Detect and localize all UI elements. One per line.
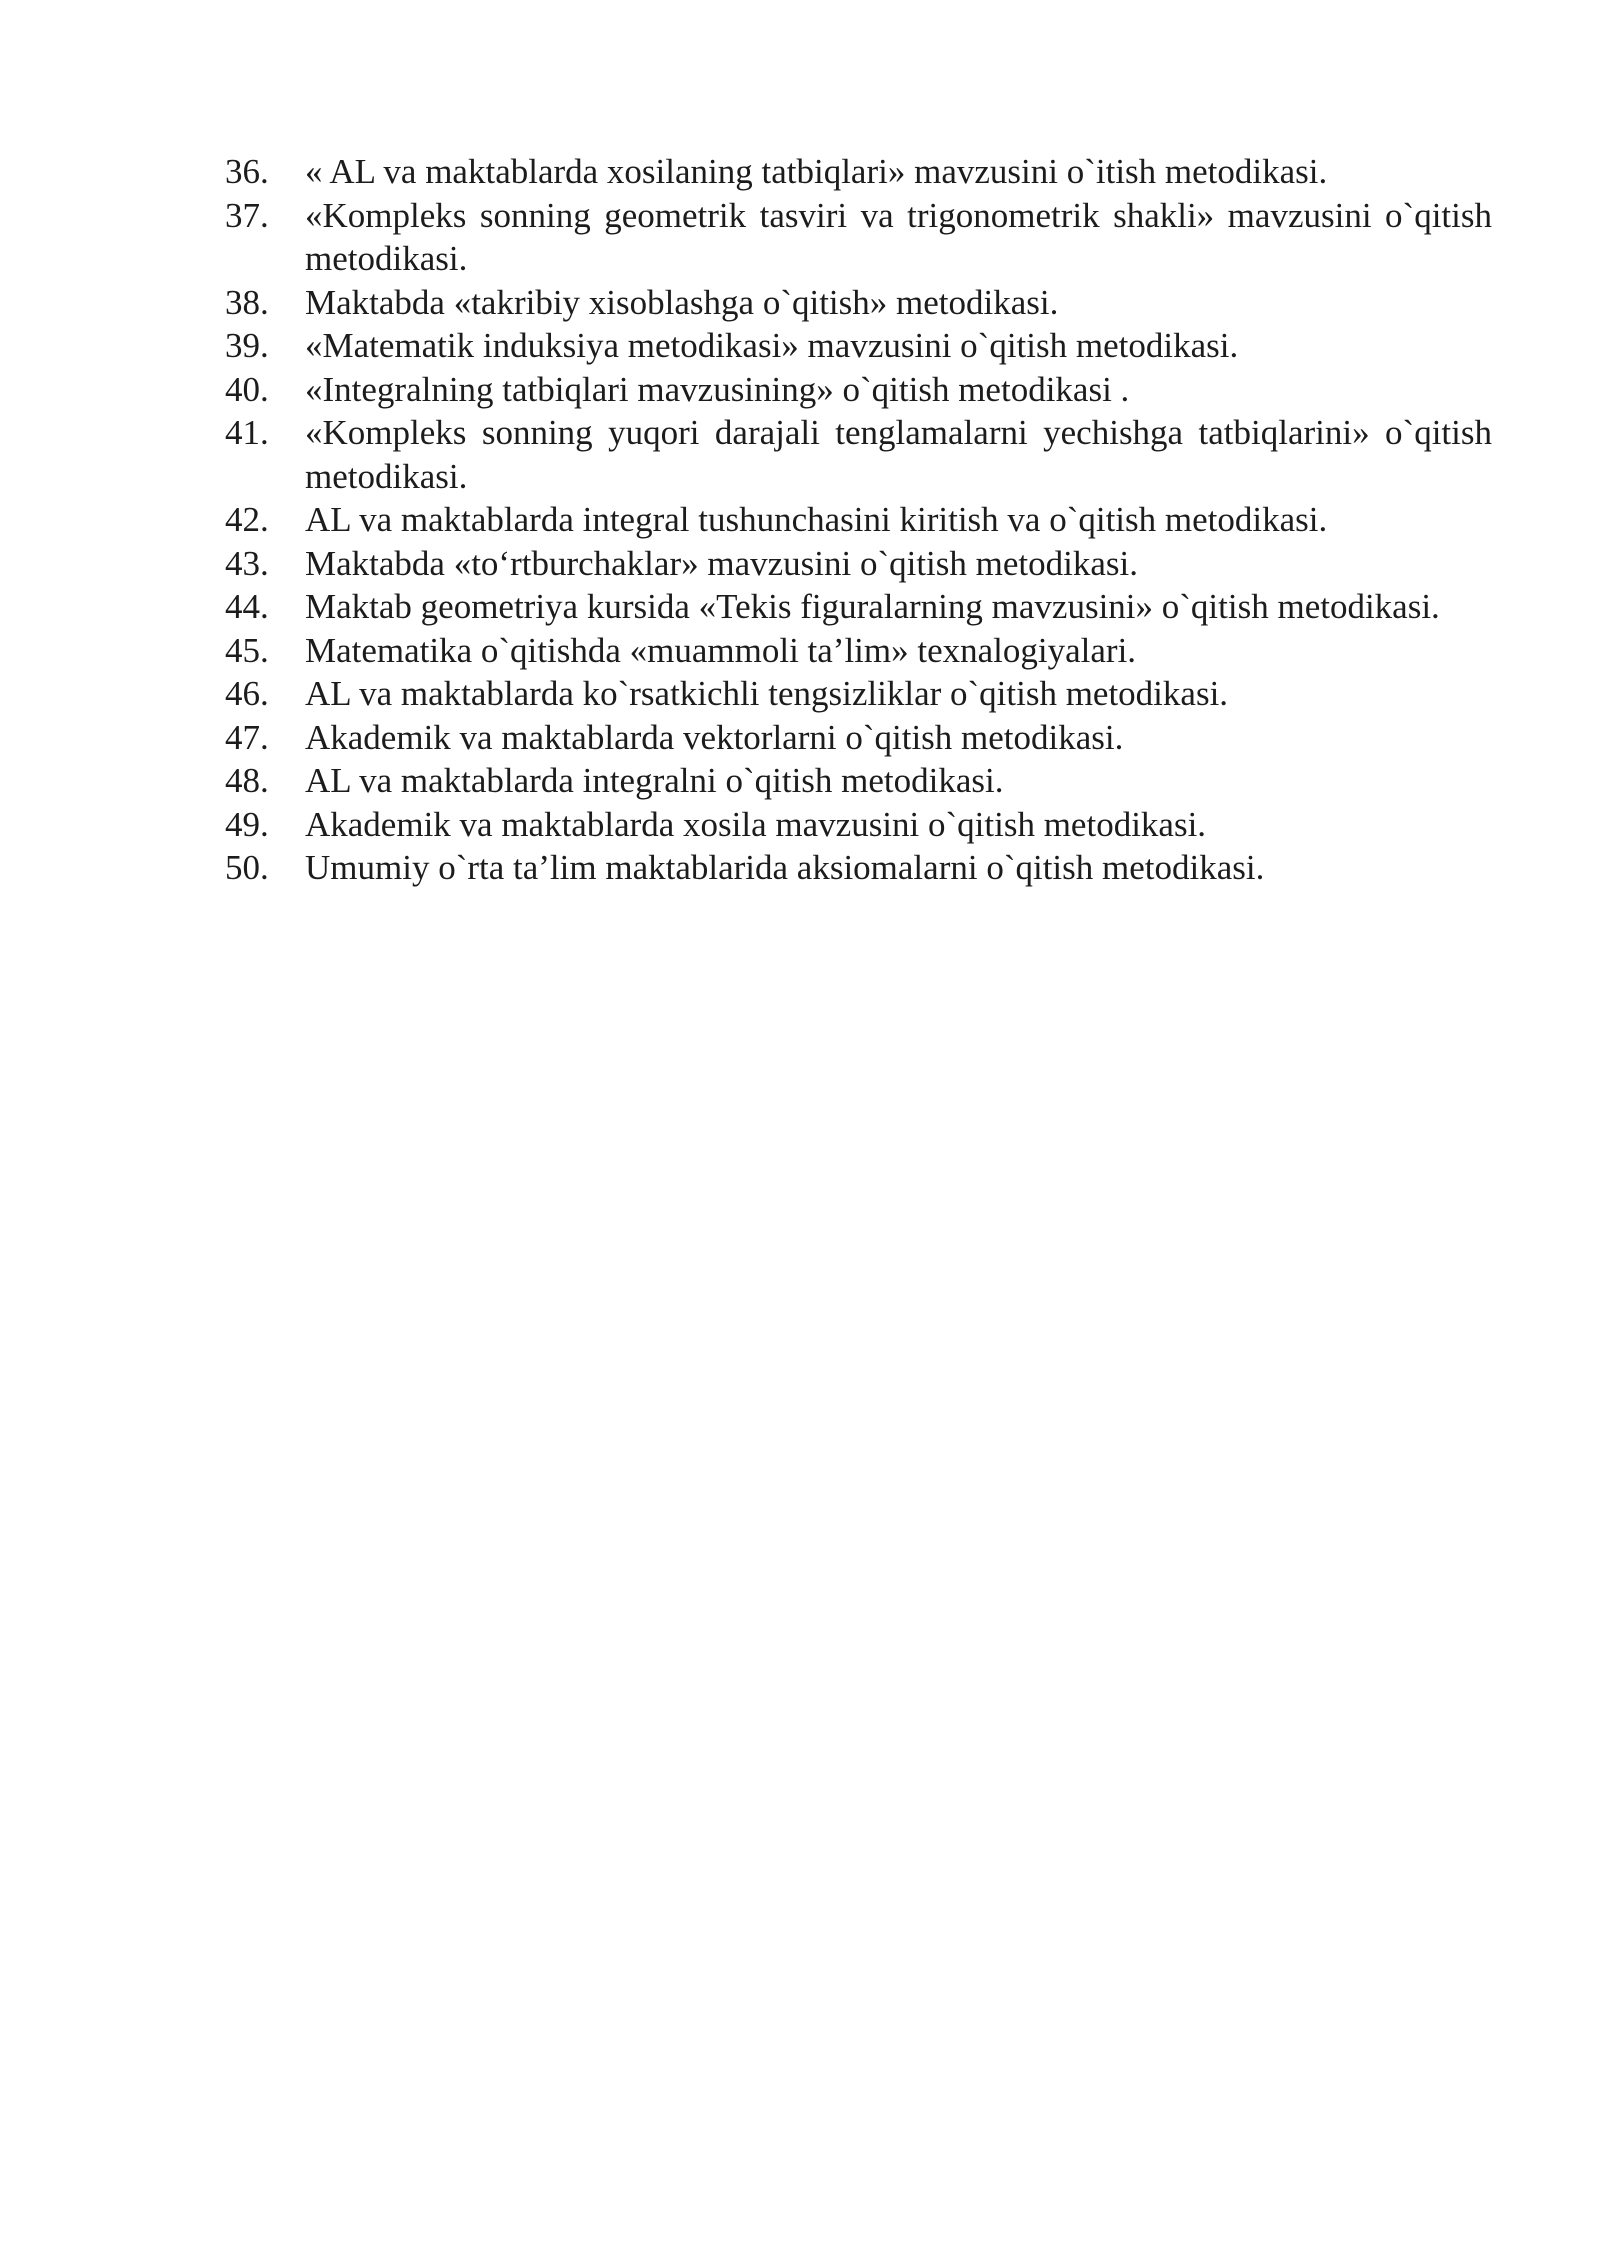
list-item-text: Maktab geometriya kursida «Tekis figuralarning mavzusini» o`qitish metodikasi. xyxy=(305,587,1440,626)
list-item xyxy=(225,759,1492,803)
list-item-number: 44. xyxy=(225,587,269,626)
list-item xyxy=(225,585,1492,629)
list-item-number: 37. xyxy=(225,195,269,235)
list-item-number: 36. xyxy=(225,152,269,191)
list-item xyxy=(225,629,1492,673)
list-item xyxy=(225,672,1492,716)
list-item-text: AL va maktablarda ko`rsatkichli tengsizliklar o`qitish metodikasi. xyxy=(305,674,1229,713)
list-item-number: 47. xyxy=(225,717,269,757)
list-item-number: 40. xyxy=(225,369,269,409)
list-item-text: Akademik va maktablarda xosila mavzusini o`qitish metodikasi. xyxy=(305,804,1207,844)
list-item xyxy=(225,281,1492,325)
list-item-text: «Integralning tatbiqlari mavzusining» o`qitish metodikasi . xyxy=(305,369,1130,409)
list-item-text: Umumiy o`rta ta’lim maktablarida aksiomalarni o`qitish metodikasi. xyxy=(305,848,1265,887)
list-item xyxy=(225,716,1492,760)
list-item-text: Matematika o`qitishda «muammoli ta’lim» texnalogiyalari. xyxy=(305,630,1137,670)
list-item-number: 42. xyxy=(225,500,269,539)
list-item xyxy=(225,803,1492,847)
list-item-number: 39. xyxy=(225,326,269,365)
list-item-number: 50. xyxy=(225,848,269,887)
list-item xyxy=(225,542,1492,586)
list-item-text: Maktabda «to‘rtburchaklar» mavzusini o`qitish metodikasi. xyxy=(305,543,1138,583)
list-item-text: «Kompleks sonning yuqori darajali tenglamalarni yechishga tatbiqlarini» o`qitish metodikasi. xyxy=(305,413,1492,496)
list-item xyxy=(225,150,1492,194)
list-item xyxy=(225,411,1492,498)
list-item-number: 41. xyxy=(225,413,269,452)
topic-list xyxy=(225,150,1492,890)
list-item xyxy=(225,498,1492,542)
list-item xyxy=(225,324,1492,368)
list-item-number: 48. xyxy=(225,761,269,800)
list-item xyxy=(225,194,1492,281)
list-item xyxy=(225,368,1492,412)
list-item-number: 45. xyxy=(225,630,269,670)
list-item-number: 49. xyxy=(225,804,269,844)
list-item-number: 38. xyxy=(225,282,269,322)
list-item-text: Akademik va maktablarda vektorlarni o`qitish metodikasi. xyxy=(305,717,1124,757)
list-item-number: 46. xyxy=(225,674,269,713)
list-item-text: AL va maktablarda integral tushunchasini kiritish va o`qitish metodikasi. xyxy=(305,500,1328,539)
list-item-text: «Matematik induksiya metodikasi» mavzusini o`qitish metodikasi. xyxy=(305,326,1239,365)
list-item-number: 43. xyxy=(225,543,269,583)
list-item xyxy=(225,846,1492,890)
list-item-text: Maktabda «takribiy xisoblashga o`qitish» metodikasi. xyxy=(305,282,1059,322)
list-item-text: «Kompleks sonning geometrik tasviri va trigonometrik shakli» mavzusini o`qitish metodikasi. xyxy=(305,195,1492,278)
list-item-text: AL va maktablarda integralni o`qitish metodikasi. xyxy=(305,761,1004,800)
list-item-text: « AL va maktablarda xosilaning tatbiqlari» mavzusini o`itish metodikasi. xyxy=(305,152,1328,191)
